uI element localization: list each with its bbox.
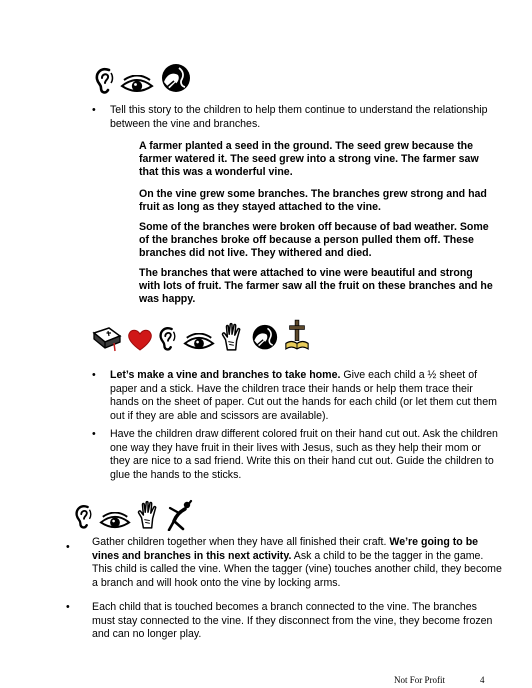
footer-text: Not For Profit: [394, 675, 446, 685]
heart-icon: [127, 328, 153, 352]
bullet-marker: •: [92, 428, 96, 440]
game-steps: Ask a child to be the tagger in the game. This child is called the vine. When the tagger (vine) touches another child, they become a branch and will hook onto the vine by locking arms.: [92, 549, 502, 589]
ear-icon: [158, 326, 178, 352]
bible-icon: [92, 326, 122, 352]
hand-icon: [136, 499, 160, 531]
hand-icon: [220, 322, 244, 352]
bullet-marker: •: [92, 104, 96, 116]
ear-icon: [94, 67, 116, 95]
eye-icon: [99, 512, 131, 531]
bullet-marker: •: [66, 601, 70, 613]
story-paragraph-3: Some of the branches were broken off because of bad weather. Some of the branches broke off because a person pulled them off. These branches did not live. They withered and died.: [139, 221, 489, 260]
fruit-instruction: Have the children draw different colored fruit on their hand cut out. Ask the children one way they have fruit in their lives with Jesus, such as they help their mom or they are nice to a sad friend. Write this on their hand cut out. Guide the children to glue the hands to the sticks.: [110, 428, 498, 481]
story-paragraph-4: The branches that were attached to vine were beautiful and strong with lots of fruit. The farmer saw all the fruit on these branches and he was happy.: [139, 267, 493, 306]
craft-heading: Let’s make a vine and branches to take home.: [110, 369, 341, 381]
icon-row-2: [92, 318, 310, 352]
ear-icon: [74, 503, 94, 531]
bullet-marker: •: [66, 541, 70, 553]
game-heading: We’re going to be vines and branches in this next activity.: [92, 536, 479, 562]
game-rules: Each child that is touched becomes a branch connected to the vine. The branches must stay connected to the vine. If they disconnect from the vine, they become frozen and can no longer play.: [92, 601, 493, 640]
eye-icon: [183, 333, 215, 352]
cross-book-icon: [284, 318, 310, 352]
stretching-figure-icon: [165, 499, 195, 531]
craft-steps: Give each child a ½ sheet of paper and a stick. Have the children trace their hands or help them trace their hands on the sheet of paper. Cut out the hands for each child (or let them cut them out if they are able and scissors are available).: [110, 369, 497, 422]
story-paragraph-1: A farmer planted a seed in the ground. The seed grew because the farmer watered it. The seed grew into a strong vine. The farmer saw that this was a wonderful vine.: [139, 140, 479, 179]
icon-row-3: [74, 499, 195, 531]
craft-instruction: [110, 369, 498, 423]
page-number: 4: [480, 675, 485, 685]
story-paragraph-2: On the vine grew some branches. The branches grew strong and had fruit as long as they stayed attached to the vine.: [139, 188, 487, 214]
praying-head-icon: [249, 324, 279, 352]
game-intro: Gather children together when they have all finished their craft.: [92, 536, 390, 548]
bullet-marker: •: [92, 369, 96, 381]
eye-icon: [120, 75, 154, 95]
praying-head-icon: [158, 63, 192, 95]
icon-row-1: [94, 63, 192, 95]
story-instruction: Tell this story to the children to help them continue to understand the relationship between the vine and branches.: [110, 104, 488, 130]
game-instruction: [92, 536, 502, 590]
